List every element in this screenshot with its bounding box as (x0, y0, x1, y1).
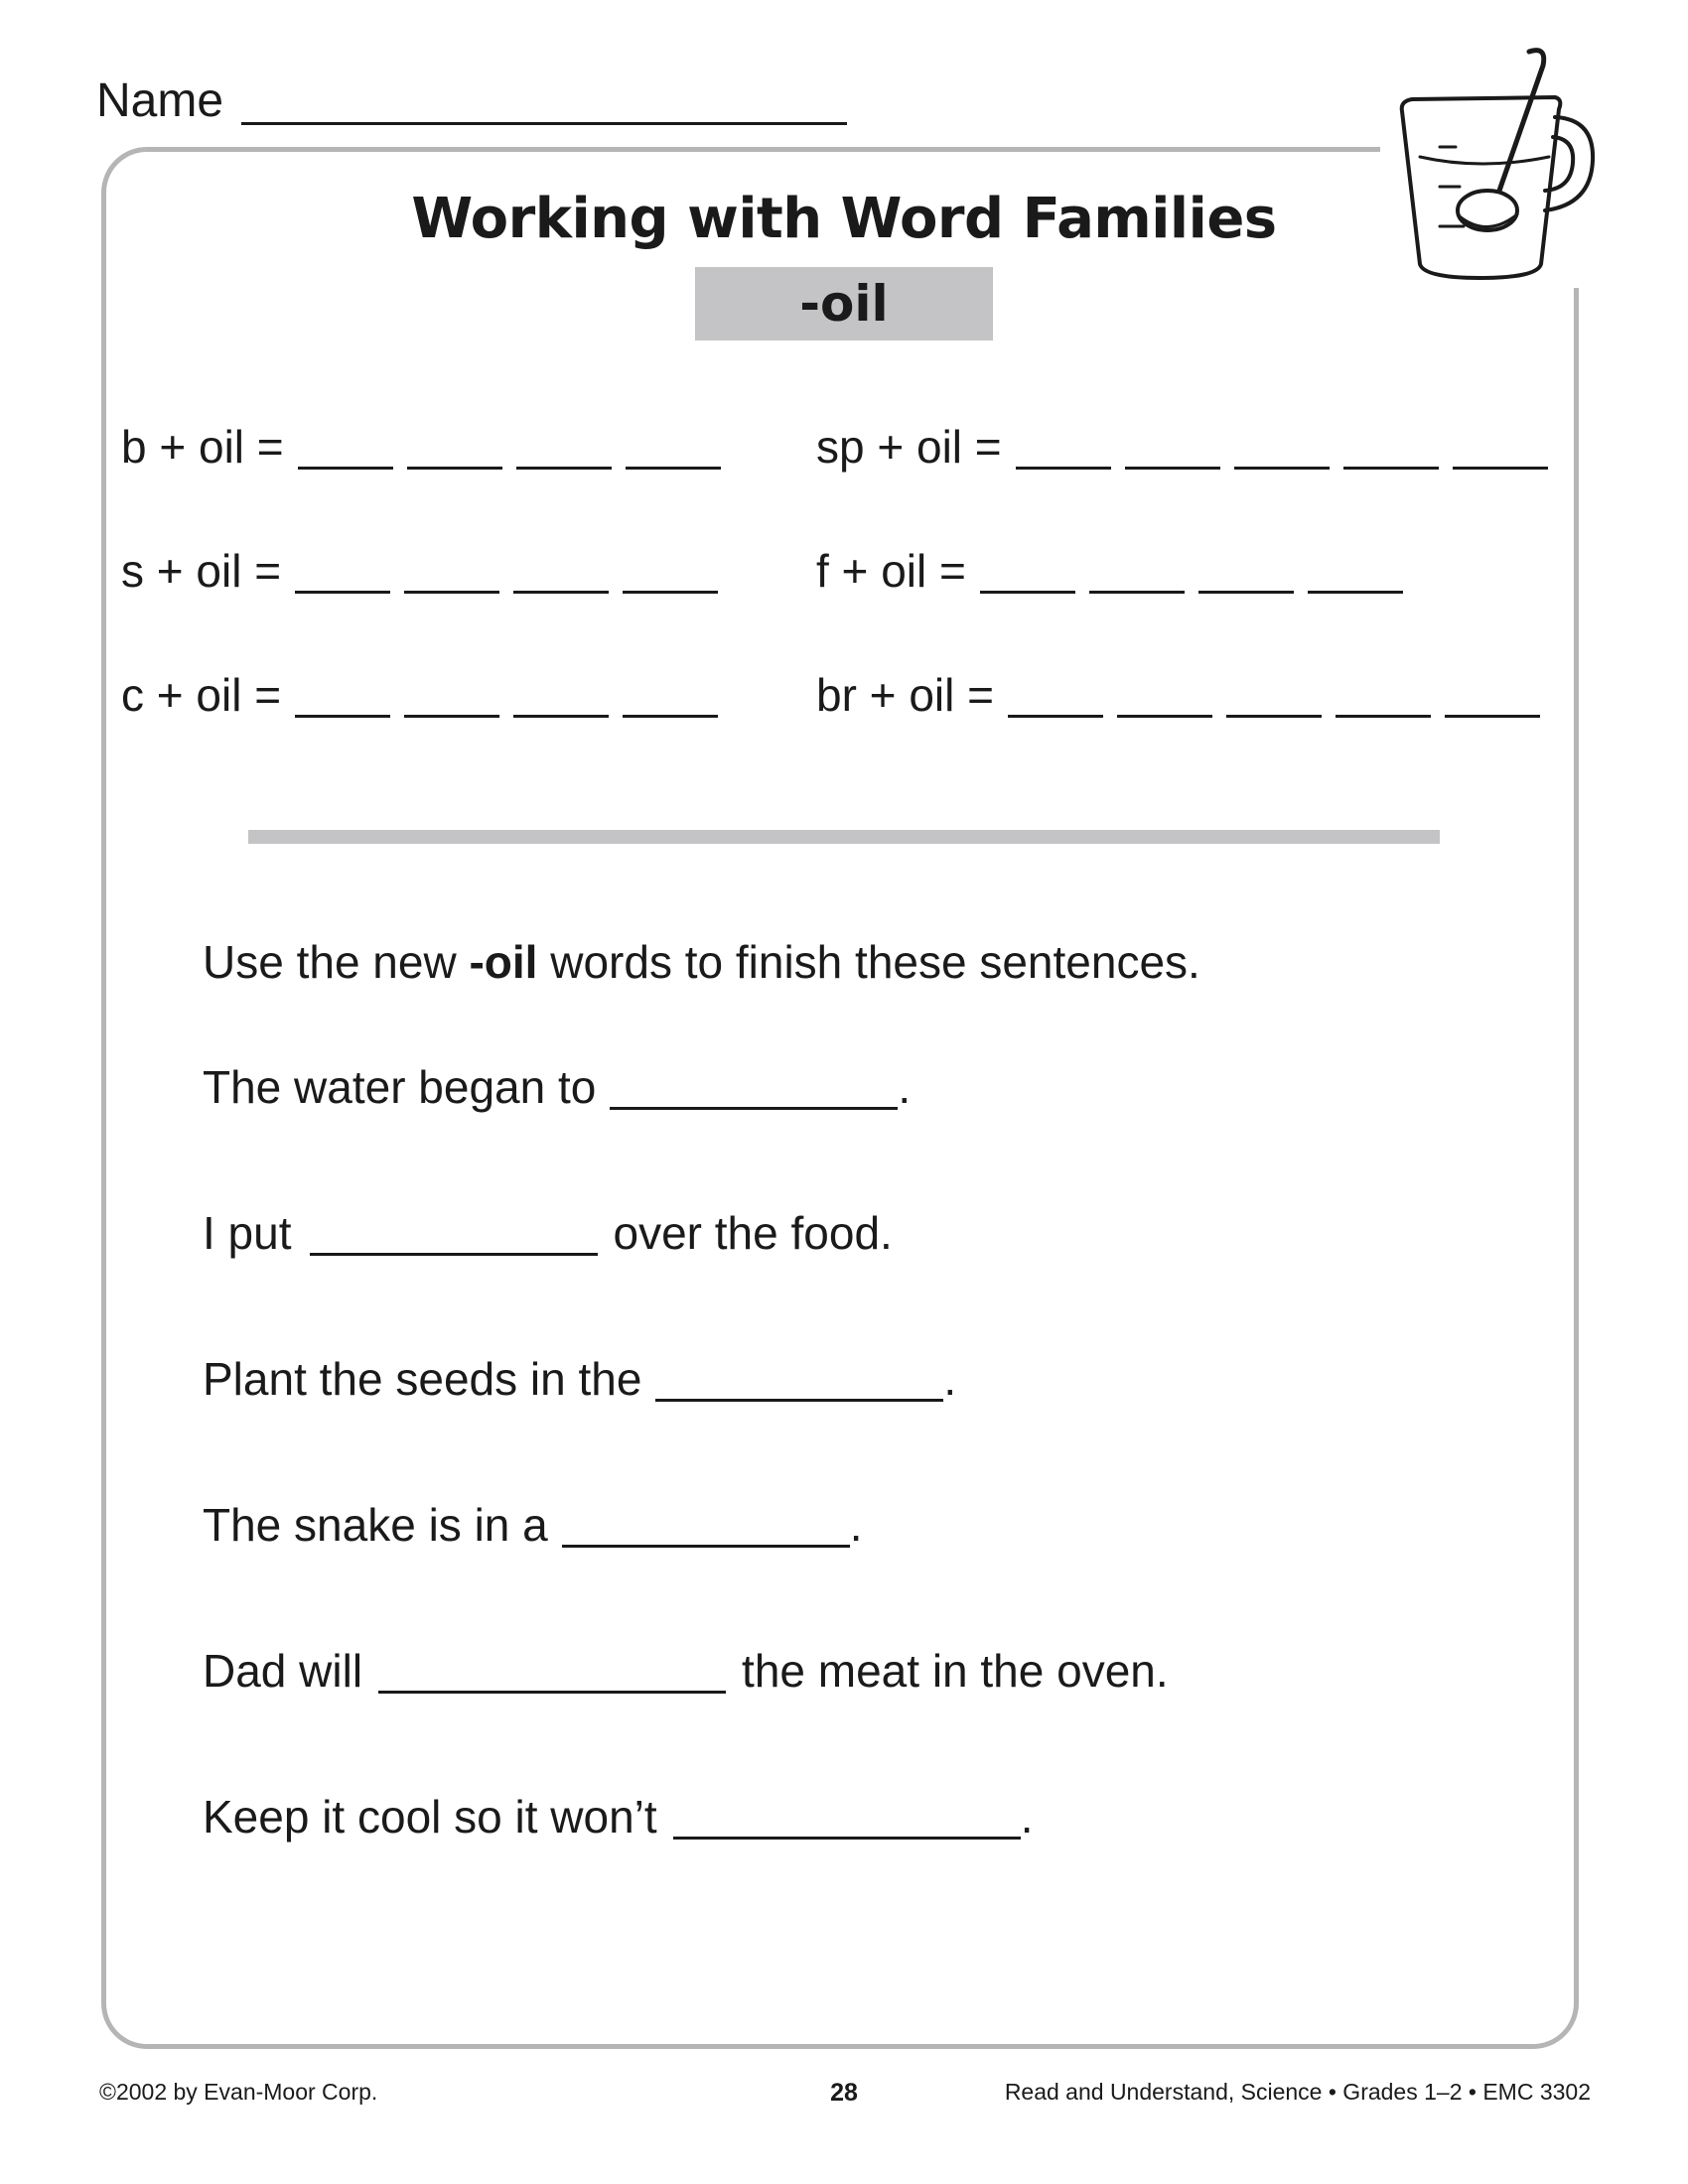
letter-blank[interactable] (516, 437, 612, 470)
sentence-blank[interactable] (655, 1369, 943, 1402)
sentence-after: . (849, 1499, 863, 1551)
letter-blank[interactable] (1343, 437, 1439, 470)
equation-text: f + oil = (816, 545, 966, 597)
name-label: Name (96, 74, 224, 127)
sentence-before: I put (203, 1207, 292, 1259)
letter-blank[interactable] (295, 685, 390, 718)
equation-text: s + oil = (121, 545, 282, 597)
letter-blank[interactable] (1016, 437, 1111, 470)
section-divider (248, 830, 1440, 844)
equation-row (121, 545, 718, 597)
letter-blank[interactable] (1453, 437, 1548, 470)
equation-row (121, 421, 721, 473)
letter-blank[interactable] (1234, 437, 1330, 470)
equation-text: c + oil = (121, 669, 282, 721)
word-family-badge: -oil (695, 267, 993, 341)
equation-text: br + oil = (816, 669, 994, 721)
footer-book-info: Read and Understand, Science • Grades 1–2 • EMC 3302 (1004, 2079, 1591, 2105)
equation-text: b + oil = (121, 421, 284, 473)
sentence-before: Keep it cool so it won’t (203, 1791, 657, 1843)
sentence-row (203, 1791, 1034, 1843)
instruction-text (203, 936, 1200, 988)
sentence-blank[interactable] (673, 1807, 1021, 1840)
letter-blank[interactable] (980, 561, 1075, 594)
instruction-before: Use the new (203, 936, 470, 988)
letter-blank[interactable] (1089, 561, 1185, 594)
sentence-before: Dad will (203, 1645, 363, 1697)
sentence-after: . (1020, 1791, 1034, 1843)
instruction-family: -oil (469, 936, 538, 988)
equation-row (816, 421, 1548, 473)
name-row (96, 74, 847, 127)
letter-blank[interactable] (404, 685, 499, 718)
sentence-blank[interactable] (310, 1223, 598, 1256)
sentence-row (203, 1499, 863, 1551)
letter-blank[interactable] (1445, 685, 1540, 718)
letter-blank[interactable] (623, 685, 718, 718)
footer-copyright: ©2002 by Evan-Moor Corp. (99, 2079, 378, 2105)
equation-row (816, 545, 1403, 597)
sentence-row (203, 1353, 957, 1405)
equation-row (121, 669, 718, 721)
sentence-before: The snake is in a (203, 1499, 548, 1551)
letter-blank[interactable] (513, 561, 609, 594)
letter-blank[interactable] (1198, 561, 1294, 594)
letter-blank[interactable] (1117, 685, 1212, 718)
sentence-after: over the food. (613, 1207, 893, 1259)
letter-blank[interactable] (1336, 685, 1431, 718)
instruction-after: words to finish these sentences. (537, 936, 1200, 988)
sentence-blank[interactable] (610, 1077, 898, 1110)
sentence-before: Plant the seeds in the (203, 1353, 642, 1405)
sentence-after: . (943, 1353, 957, 1405)
sentence-after: the meat in the oven. (742, 1645, 1169, 1697)
letter-blank[interactable] (298, 437, 393, 470)
letter-blank[interactable] (1308, 561, 1403, 594)
sentence-blank[interactable] (562, 1515, 850, 1548)
sentence-before: The water began to (203, 1061, 597, 1113)
sentence-after: . (898, 1061, 912, 1113)
letter-blank[interactable] (513, 685, 609, 718)
letter-blank[interactable] (1125, 437, 1220, 470)
sentence-blank[interactable] (378, 1661, 726, 1694)
equation-text: sp + oil = (816, 421, 1002, 473)
sentence-row (203, 1061, 912, 1113)
letter-blank[interactable] (1226, 685, 1322, 718)
letter-blank[interactable] (1008, 685, 1103, 718)
letter-blank[interactable] (623, 561, 718, 594)
equation-row (816, 669, 1540, 721)
letter-blank[interactable] (407, 437, 502, 470)
name-input-line[interactable] (241, 82, 847, 125)
footer-page-number: 28 (830, 2079, 858, 2107)
letter-blank[interactable] (626, 437, 721, 470)
sentence-row (203, 1207, 893, 1259)
sentence-row (203, 1645, 1169, 1697)
letter-blank[interactable] (295, 561, 390, 594)
letter-blank[interactable] (404, 561, 499, 594)
page-title: Working with Word Families (411, 187, 1277, 251)
